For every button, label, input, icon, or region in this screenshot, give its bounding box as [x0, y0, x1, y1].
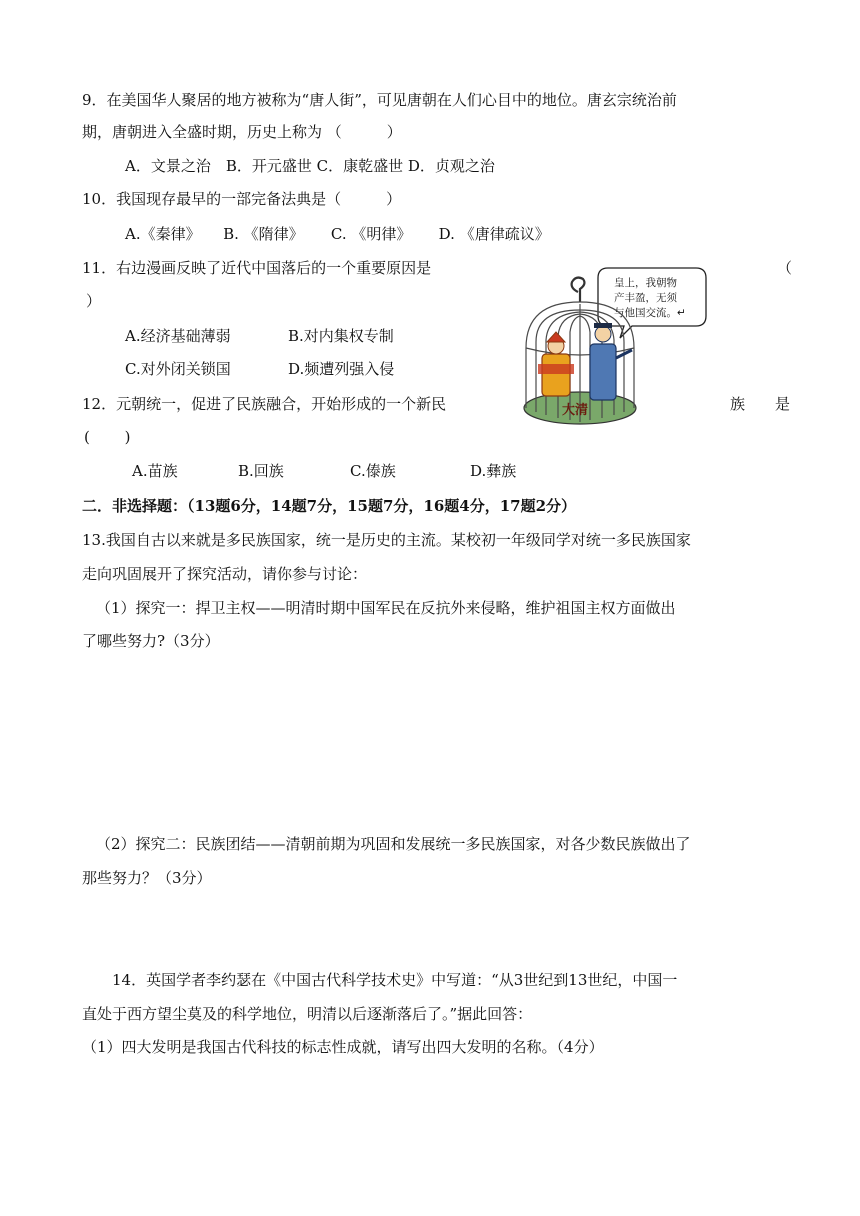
q11-paren-open: （ — [777, 259, 793, 277]
speech-bubble — [598, 268, 706, 338]
q13-part2-line2: 那些努力？（3分） — [82, 869, 212, 887]
q12-option-d: D.彝族 — [470, 462, 517, 480]
q13-stem-line1: 13.我国自古以来就是多民族国家，统一是历史的主流。某校初一年级同学对统一多民族国家 — [82, 531, 691, 549]
q14-stem-line2: 直处于西方望尘莫及的科学地位，明清以后逐渐落后了。”据此回答： — [82, 1005, 533, 1023]
q9-stem-line2: 期，唐朝进入全盛时期，历史上称为 （ ） — [82, 123, 402, 141]
q10-stem: 10．我国现存最早的一部完备法典是（ ） — [82, 190, 402, 208]
q12-option-b: B.回族 — [238, 462, 284, 480]
q13-part2-line1: （2）探究二：民族团结——清朝前期为巩固和发展统一多民族国家，对各少数民族做出了 — [96, 835, 691, 853]
q14-stem-line1: 14．英国学者李约瑟在《中国古代科学技术史》中写道：“从3世纪到13世纪，中国一 — [112, 971, 678, 989]
q10-options: A.《秦律》 B. 《隋律》 C. 《明律》 D. 《唐律疏议》 — [125, 225, 550, 243]
q13-stem-line2: 走向巩固展开了探究活动，请你参与讨论： — [82, 565, 368, 583]
bubble-text-3: 与他国交流。↵ — [614, 307, 686, 319]
q12-stem-tail: 族 是 — [730, 395, 791, 413]
q11-stem: 11．右边漫画反映了近代中国落后的一个重要原因是 — [82, 259, 432, 277]
q11-paren-close: ） — [86, 292, 102, 310]
section-heading: 二．非选择题：（13题6分，14题7分，15题7分，16题4分，17题2分） — [82, 497, 577, 515]
q12-stem: 12．元朝统一，促进了民族融合，开始形成的一个新民 — [82, 395, 447, 413]
q12-option-a: A.苗族 — [132, 462, 178, 480]
q9-stem-line1: 9．在美国华人聚居的地方被称为“唐人街”，可见唐朝在人们心目中的地位。唐玄宗统治前 — [82, 91, 677, 109]
q13-part1-line1: （1）探究一：捍卫主权——明清时期中国军民在反抗外来侵略，维护祖国主权方面做出 — [96, 599, 676, 617]
q9-options: A．文景之治 B．开元盛世 C．康乾盛世 D．贞观之治 — [125, 157, 495, 175]
emperor-figure — [538, 332, 574, 396]
bubble-text-2: 产丰盈，无须 — [614, 292, 677, 304]
q12-option-c: C.傣族 — [350, 462, 396, 480]
q14-part1: （1）四大发明是我国古代科技的标志性成就，请写出四大发明的名称。（4分） — [82, 1038, 604, 1056]
q11-option-c: C.对外闭关锁国 — [125, 360, 231, 378]
bubble-text-1: 皇上，我朝物 — [614, 277, 677, 289]
q11-option-a: A.经济基础薄弱 — [125, 327, 231, 345]
q11-option-d: D.频遭列强入侵 — [288, 360, 395, 378]
q11-option-b: B.对内集权专制 — [288, 327, 394, 345]
birdcage-cartoon-image — [520, 262, 720, 434]
cage-label: 大清 — [562, 403, 589, 418]
q12-paren: ( ) — [84, 428, 131, 446]
q13-part1-line2: 了哪些努力?（3分） — [82, 632, 220, 650]
official-figure — [590, 323, 632, 400]
